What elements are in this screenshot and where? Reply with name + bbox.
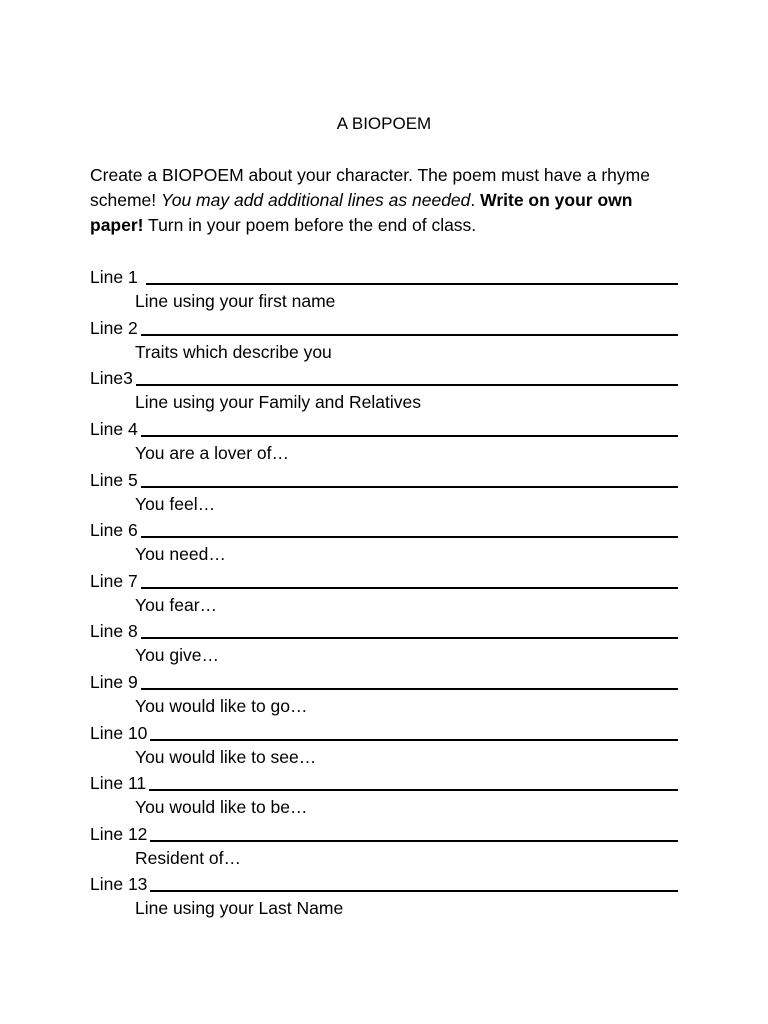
poem-line-row	[90, 618, 690, 643]
instructions-text-3: Turn in your poem before the end of class.	[143, 215, 477, 235]
poem-line-blank[interactable]	[150, 890, 678, 892]
poem-line-label: Line 1	[90, 267, 143, 288]
poem-line-row	[90, 821, 690, 846]
poem-line-blank[interactable]	[141, 334, 678, 336]
poem-line-blank[interactable]	[141, 486, 678, 488]
instructions-text-1: Create a BIOPOEM about your character. The poem must have a rhyme scheme!	[90, 165, 650, 210]
poem-line-label: Line 11	[90, 773, 147, 794]
poem-line-label: Line 12	[90, 823, 148, 844]
poem-line-blank[interactable]	[141, 536, 678, 538]
poem-line-label: Line 8	[90, 621, 138, 642]
poem-line-blank[interactable]	[150, 739, 678, 741]
poem-line-row	[90, 416, 690, 441]
poem-line-hint: Line using your Last Name	[135, 898, 344, 919]
poem-line-blank[interactable]	[141, 435, 678, 437]
poem-line-hint: You would like to go…	[135, 696, 308, 717]
poem-line-hint: You give…	[135, 645, 219, 666]
instructions-text-2: .	[470, 190, 481, 210]
poem-line-hint: You are a lover of…	[135, 443, 290, 464]
instructions	[90, 163, 690, 238]
poem-line-blank[interactable]	[149, 789, 678, 791]
poem-line-label: Line3	[90, 368, 133, 389]
poem-line-row	[90, 871, 690, 896]
poem-line-label: Line 2	[90, 317, 138, 338]
poem-line-hint: Line using your first name	[135, 291, 336, 312]
poem-line-label: Line 7	[90, 570, 138, 591]
poem-line-label: Line 5	[90, 469, 138, 490]
poem-line-label: Line 4	[90, 419, 138, 440]
poem-line-row	[90, 719, 690, 744]
poem-line-row	[90, 315, 690, 340]
poem-line-label: Line 10	[90, 722, 148, 743]
instructions-bold: Write on your own paper!	[90, 190, 633, 235]
poem-line-label: Line 13	[90, 874, 148, 895]
poem-line-hint: Resident of…	[135, 847, 242, 868]
poem-line-blank[interactable]	[150, 840, 678, 842]
poem-line-hint: You need…	[135, 544, 226, 565]
poem-line-row	[90, 669, 690, 694]
poem-line-row	[90, 568, 690, 593]
poem-line-row	[90, 264, 690, 289]
poem-line-hint: You feel…	[135, 493, 216, 514]
instructions-italic: You may add additional lines as needed	[161, 190, 471, 210]
poem-line-hint: You fear…	[135, 594, 218, 615]
poem-line-blank[interactable]	[136, 384, 678, 386]
poem-line-blank[interactable]	[146, 283, 678, 285]
poem-line-row	[90, 770, 690, 795]
poem-line-row	[90, 517, 690, 542]
page-title: A BIOPOEM	[336, 114, 432, 133]
poem-line-blank[interactable]	[141, 637, 678, 639]
poem-line-label: Line 6	[90, 520, 138, 541]
poem-line-row	[90, 365, 690, 390]
poem-line-hint: Traits which describe you	[135, 341, 332, 362]
poem-line-hint: You would like to see…	[135, 746, 317, 767]
poem-line-blank[interactable]	[141, 688, 678, 690]
poem-line-hint: Line using your Family and Relatives	[135, 392, 421, 413]
poem-line-hint: You would like to be…	[135, 797, 308, 818]
poem-line-row	[90, 466, 690, 491]
biopoem-form	[90, 264, 690, 922]
poem-line-label: Line 9	[90, 672, 138, 693]
poem-line-blank[interactable]	[141, 587, 678, 589]
